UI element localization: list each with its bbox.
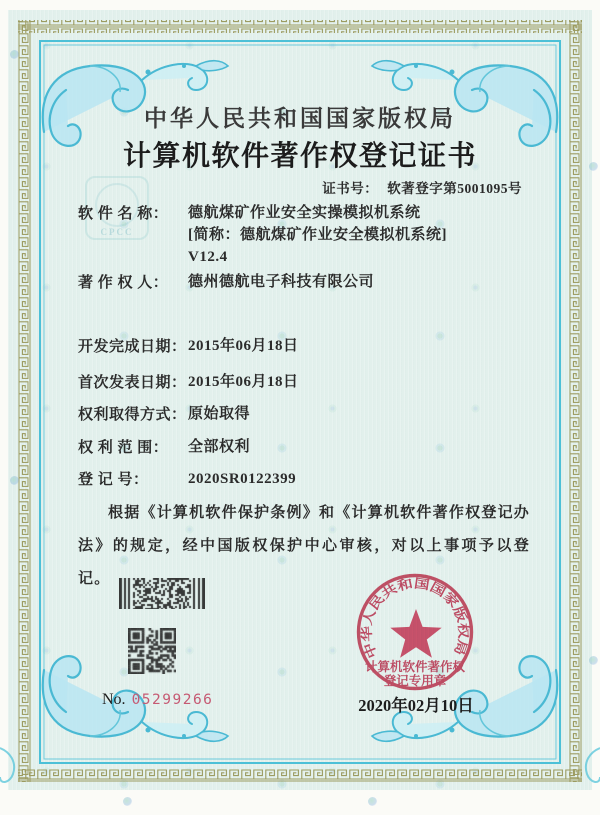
security-dot — [10, 476, 19, 485]
margin-curl-left — [0, 748, 14, 782]
field-value — [188, 202, 532, 268]
margin-curl-right — [586, 748, 600, 782]
software-name-line: 德航煤矿作业安全实操模拟机系统 — [188, 205, 421, 221]
serial-number-line — [102, 691, 213, 709]
acquisition-method-value: 原始取得 — [188, 406, 251, 422]
rights-scope-value: 全部权利 — [188, 439, 251, 455]
first-publish-date-value: 2015年06月18日 — [188, 374, 299, 390]
serial-label: No. — [102, 691, 126, 708]
registration-statement: 根据《计算机软件保护条例》和《计算机软件著作权登记办法》的规定，经中国版权保护中心审核，对以上事项予以登记。 — [78, 505, 530, 587]
field-row-software-name — [78, 202, 532, 268]
software-shortname-line: [简称：德航煤矿作业安全模拟机系统] — [188, 227, 447, 243]
field-label: 首次发表日期： — [78, 375, 187, 391]
seal-text-line2: 登记专用章 — [383, 674, 447, 688]
field-row-rights-scope — [78, 436, 532, 458]
field-label: 著 作 权 人： — [78, 275, 169, 291]
field-label: 权利取得方式： — [78, 407, 187, 423]
seal-ring-text: 中华人民共和国国家版权局 — [359, 576, 471, 661]
barcode — [119, 578, 205, 609]
certificate-number-value: 软著登字第5001095号 — [387, 181, 522, 196]
issuing-authority: 中华人民共和国国家版权局 — [144, 106, 456, 131]
field-label: 登 记 号： — [78, 472, 149, 488]
field-label: 权 利 范 围： — [78, 440, 169, 456]
field-row-acquisition-method — [78, 403, 532, 425]
registration-number-value: 2020SR0122399 — [188, 471, 297, 487]
certificate-fields — [78, 202, 532, 490]
field-row-registration-number — [78, 468, 532, 490]
certificate-number-line — [0, 177, 522, 197]
software-version-line: V12.4 — [188, 249, 228, 265]
official-seal — [345, 563, 487, 705]
field-row-dev-complete-date — [78, 335, 532, 357]
certificate-title: 计算机软件著作权登记证书 — [122, 141, 477, 172]
greek-key-border-bottom — [18, 769, 582, 782]
security-dot — [10, 50, 19, 59]
security-dot — [589, 162, 598, 171]
greek-key-border-top — [18, 20, 582, 33]
copyright-owner-value: 德州德航电子科技有限公司 — [188, 274, 375, 290]
security-dot — [123, 797, 132, 806]
seal-text-line1: 计算机软件著作权 — [364, 660, 466, 674]
security-dot — [368, 797, 377, 806]
issue-date: 2020年02月10日 — [358, 696, 474, 715]
dev-complete-date-value: 2015年06月18日 — [188, 338, 299, 354]
seal-star-icon — [390, 609, 441, 658]
field-label: 软 件 名 称： — [78, 206, 169, 222]
security-dot — [589, 656, 598, 665]
field-row-first-publish-date — [78, 371, 532, 393]
field-label: 开发完成日期： — [78, 339, 187, 355]
qr-code — [128, 628, 176, 674]
field-row-copyright-owner — [78, 271, 532, 293]
serial-number-value: 05299266 — [131, 692, 214, 708]
watermark-text: CPCC — [100, 227, 134, 237]
certificate-number-label: 证书号： — [322, 181, 379, 196]
